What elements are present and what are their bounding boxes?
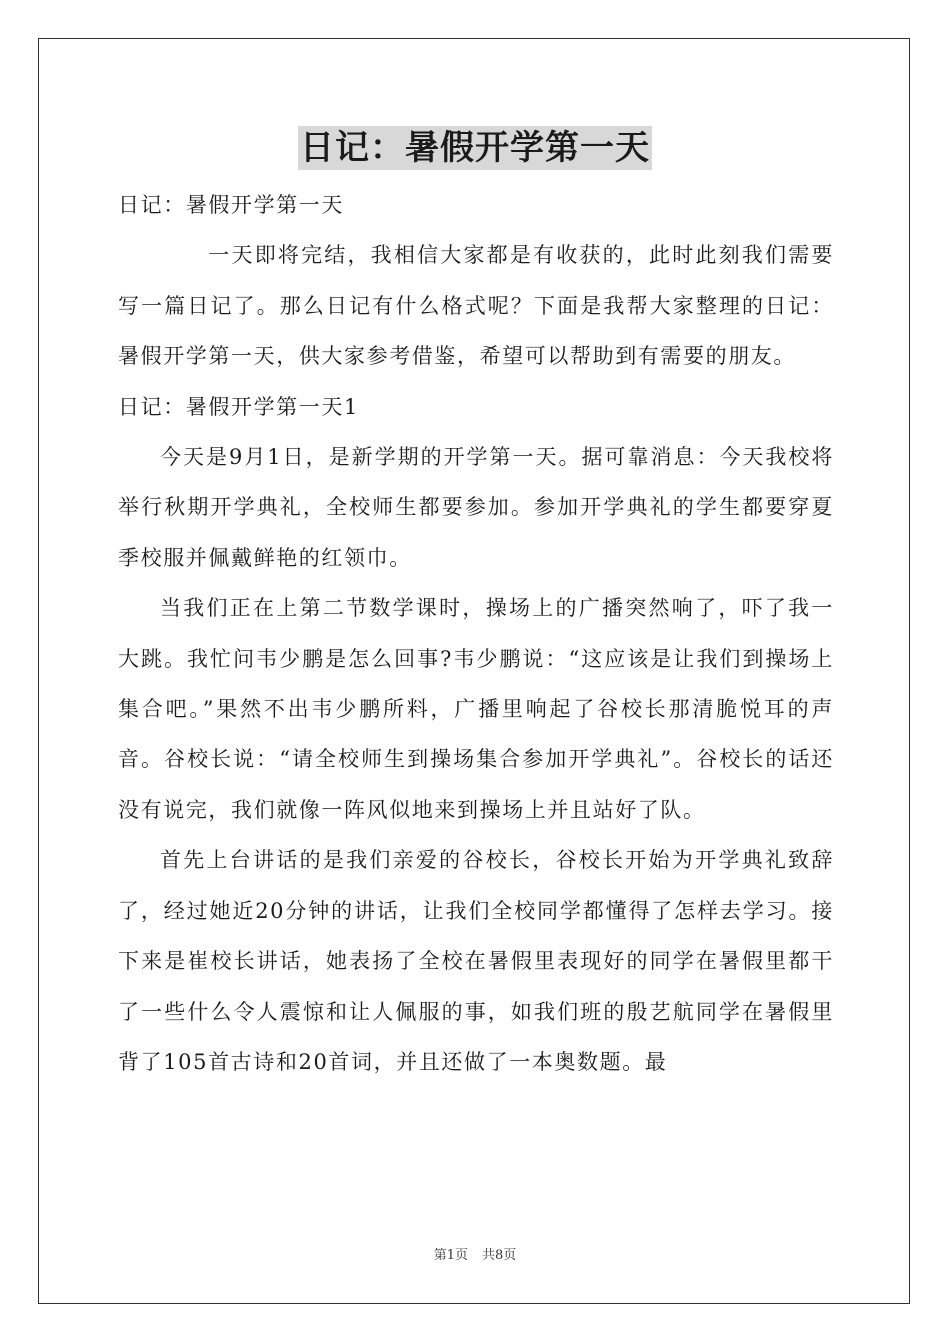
document-title: 日记：暑假开学第一天 [300, 128, 650, 168]
intro-paragraph: 一天即将完结，我相信大家都是有收获的，此时此刻我们需要写一篇日记了。那么日记有什么格式呢？下面是我帮大家整理的日记：暑假开学第一天，供大家参考借鉴，希望可以帮助到有需要的朋友。 [118, 243, 834, 369]
subtitle-line: 日记：暑假开学第一天 [118, 193, 344, 217]
document-body [118, 180, 834, 1087]
body-paragraph-3: 首先上台讲话的是我们亲爱的谷校长，谷校长开始为开学典礼致辞了，经过她近20分钟的讲话，让我们全校同学都懂得了怎样去学习。接下来是崔校长讲话，她表扬了全校在暑假里表现好的同学在暑假里都干了一些什么令人震惊和让人佩服的事，如我们班的殷艺航同学在暑假里背了105首古诗和20首词，并且还做了一本奥数题。最 [118, 848, 834, 1074]
body-paragraph-1: 今天是9月1日，是新学期的开学第一天。据可靠消息：今天我校将举行秋期开学典礼，全校师生都要参加。参加开学典礼的学生都要穿夏季校服并佩戴鲜艳的红领巾。 [118, 445, 834, 570]
title-container [0, 126, 950, 170]
section-heading: 日记：暑假开学第一天1 [118, 394, 359, 419]
page-footer [0, 1247, 950, 1265]
page-number: 第1页 [433, 1248, 468, 1263]
page-total: 共8页 [482, 1248, 517, 1263]
body-paragraph-2: 当我们正在上第二节数学课时，操场上的广播突然响了，吓了我一大跳。我忙问韦少鹏是怎么回事?韦少鹏说：“这应该是让我们到操场上集合吧。”果然不出韦少鹏所料，广播里响起了谷校长那清脆悦耳的声音。谷校长说：“请全校师生到操场集合参加开学典礼”。谷校长的话还没有说完，我们就像一阵风似地来到操场上并且站好了队。 [118, 596, 834, 822]
